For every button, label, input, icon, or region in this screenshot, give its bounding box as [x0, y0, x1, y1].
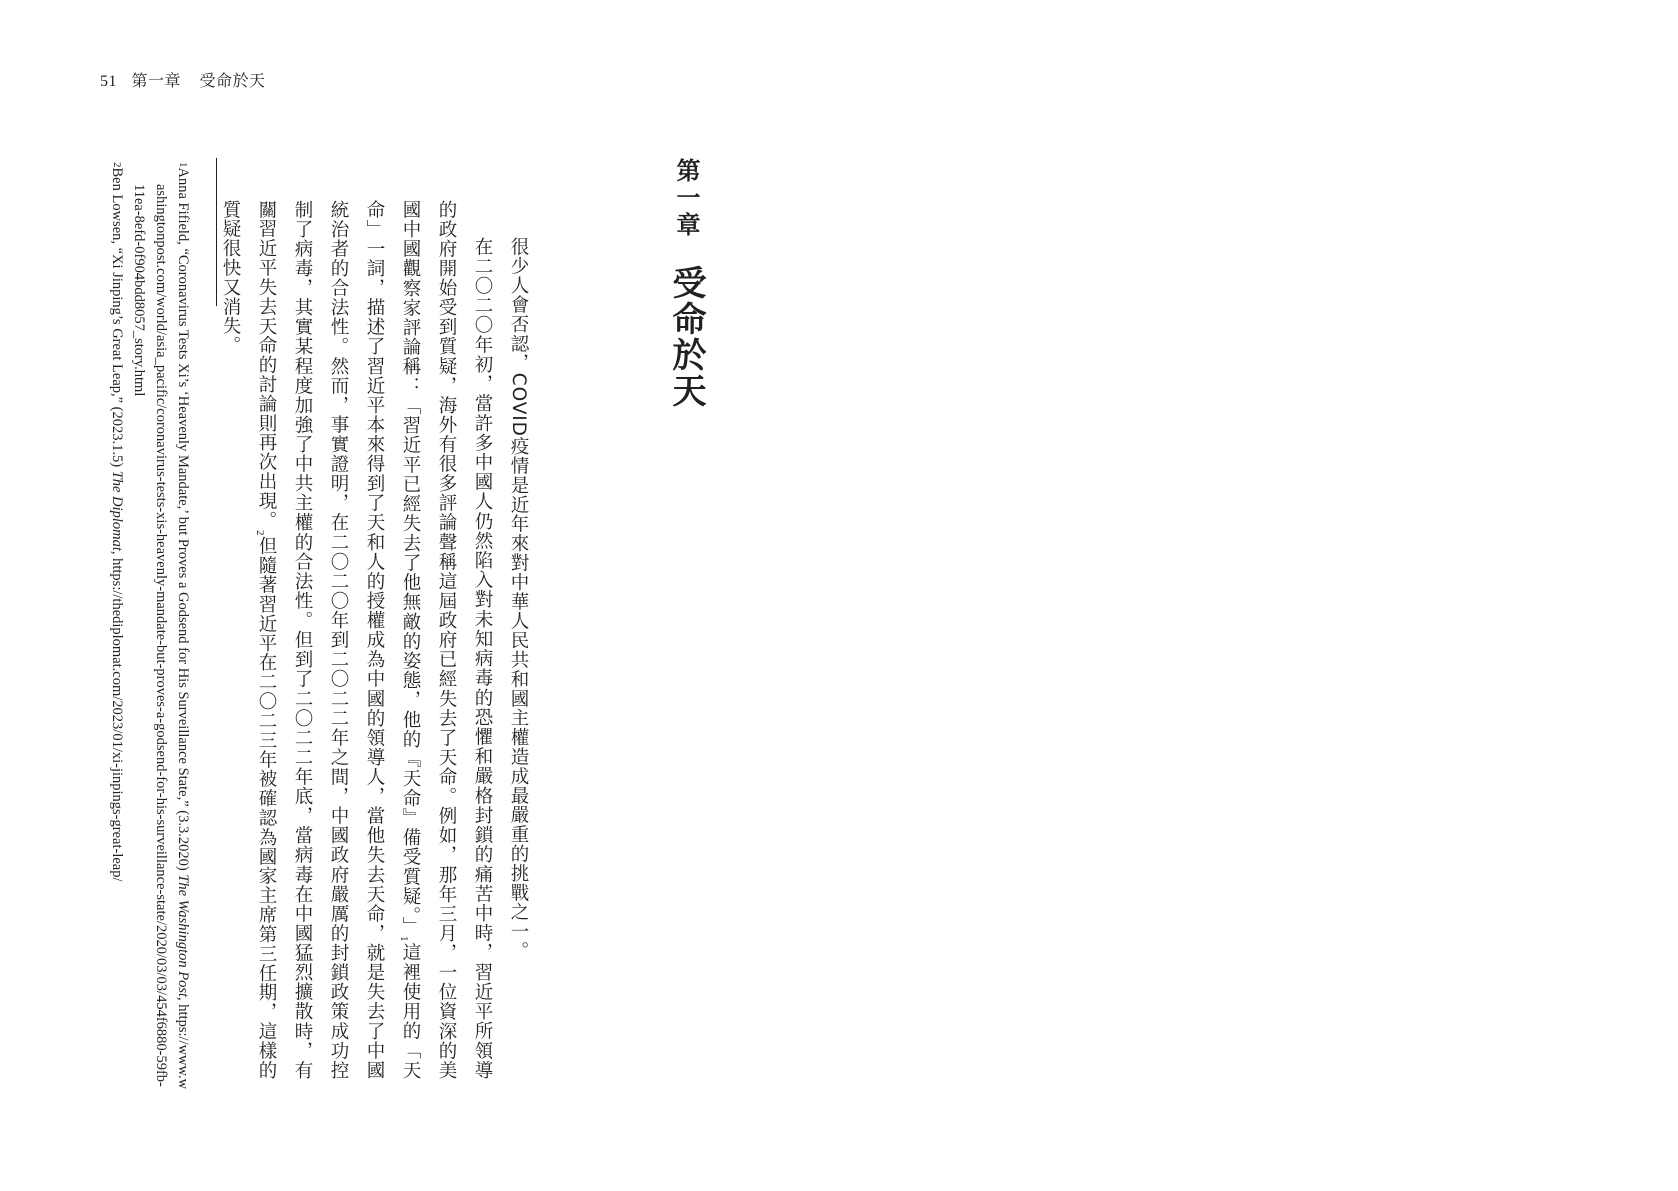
footnote-ref-1[interactable]: 1 [398, 936, 410, 943]
footnote-url: , https://thediplomat.com/2023/01/xi-jinpings-great-leap/ [109, 550, 125, 882]
paragraph-2 [212, 200, 500, 1080]
running-header [100, 68, 266, 91]
paragraph-1: 很少人會否認，COVID疫情是近年來對中華人民共和國主權造成最嚴重的挑戰之一。 [508, 237, 529, 961]
footnote-source: The Washington Post [175, 874, 191, 998]
chapter-heading [666, 158, 706, 478]
footnote-url: , https://www.washingtonpost.com/world/asia_pacific/coronavirus-tests-xis-heavenly-mandate-but-proves-a-godsend-for-his-surveillance-state/2020/03/03/454f6880-59fb-11ea-8efd-0f904bdd8057_story.html [131, 184, 191, 1090]
footnote-1 [128, 162, 194, 1092]
footnotes [104, 162, 194, 1092]
chapter-title: 受命於天 [666, 265, 706, 409]
footnote-text: Anna Fifield, “Coronavirus Tests Xi’s ‘Heavenly Mandate,’ but Proves a Godsend for His Surveillance State,” (3.3.2020) [175, 167, 191, 875]
footnote-2 [106, 162, 128, 1092]
page-number: 51 [100, 73, 117, 90]
paragraph-2-part-a: 在二〇二〇年初，當許多中國人仍然陷入對未知病毒的恐懼和嚴格封鎖的痛苦中時，習近平所領導的政府開始受到質疑，海外有很多評論聲稱這屆政府已經失去了天命。例如，那年三月，一位資深的美國中國觀察家評論稱：「習近平已經失去了他無敵的姿態，他的『天命』備受質疑。」 [400, 200, 493, 1080]
footnote-ref-2[interactable]: 2 [254, 530, 266, 537]
running-header-title: 受命於天 [199, 73, 266, 90]
footnote-text: Ben Lowsen, “Xi Jinping’s Great Leap,” (2023.1.5) [109, 167, 125, 471]
footnote-source: The Diplomat [109, 470, 125, 551]
chapter-number: 第一章 [672, 158, 700, 239]
footnote-divider [216, 158, 217, 306]
body-text [220, 200, 536, 1080]
footnote-number: 2 [111, 162, 123, 168]
running-header-chapter: 第一章 [131, 73, 182, 90]
paragraph-2-part-b: 這裡使用的「天命」一詞，描述了習近平本來得到了天和人的授權成為中國的領導人，當他失去天命，就是失去了中國統治者的合法性。然而，事實證明，在二〇二〇年到二〇二二年之間，中國政府嚴厲的封鎖政策成功控制了病毒，其實某程度加強了中共主權的合法性。但到了二〇二二年底，當病毒在中國猛烈擴散時，有關習近平失去天命的討論則再次出現。 [256, 200, 421, 1080]
paragraph-2-part-c: 但隨著習近平在二〇二三年被確認為國家主席第三任期，這樣的質疑很快又消失。 [220, 200, 277, 1080]
footnote-number: 1 [177, 162, 189, 168]
